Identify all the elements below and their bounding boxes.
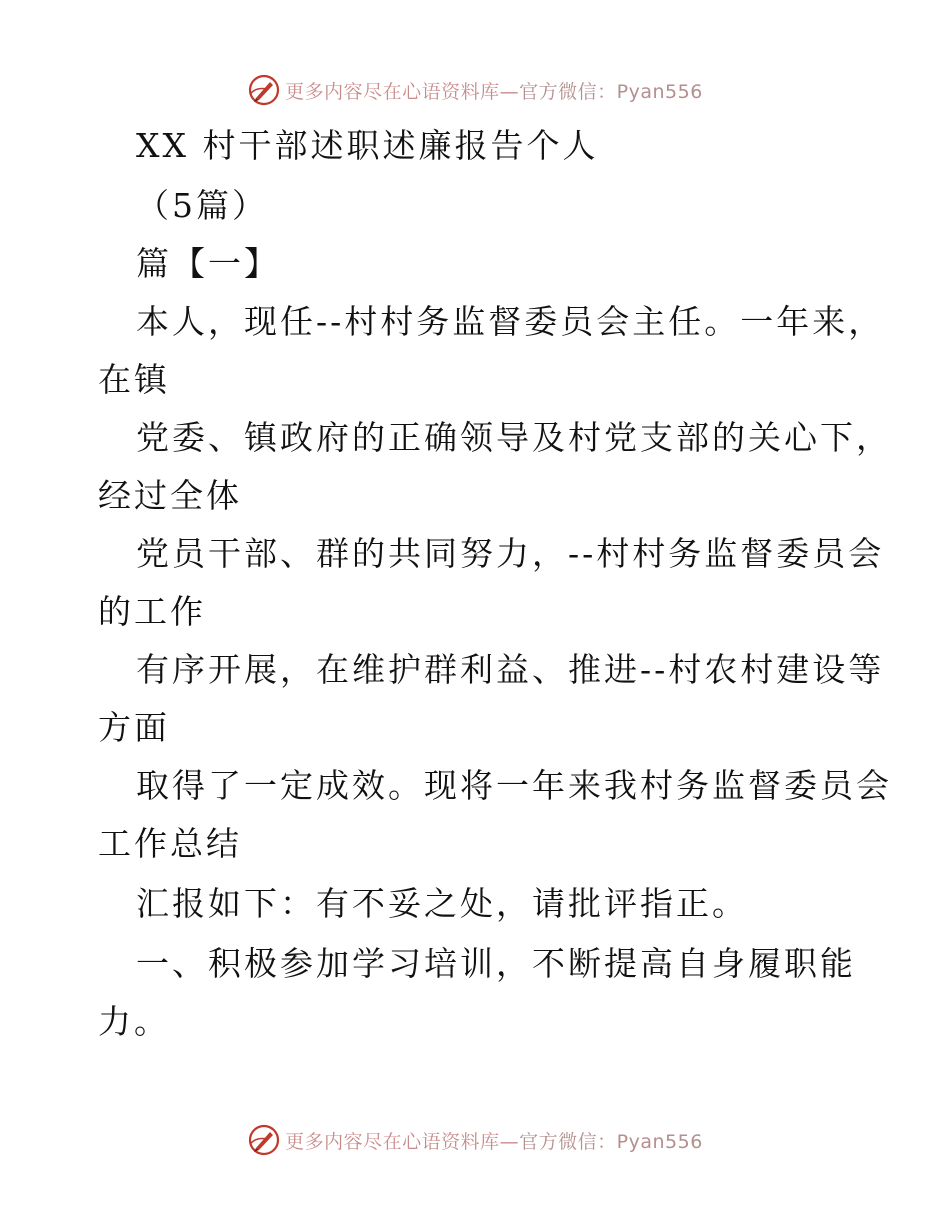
document-subtitle: （5篇） xyxy=(136,186,268,225)
paragraph-line: 汇报如下：有不妥之处，请批评指正。 xyxy=(136,884,748,923)
paragraph-line: 党委、镇政府的正确领导及村党支部的关心下， xyxy=(136,418,892,457)
header-watermark xyxy=(0,70,950,110)
watermark-wechat: 官方微信：Pyan556 xyxy=(519,80,703,103)
section-heading: 篇【一】 xyxy=(136,244,280,283)
paragraph-line: 在镇 xyxy=(98,360,170,399)
paragraph-line: 经过全体 xyxy=(98,476,242,515)
paragraph-line: 一、积极参加学习培训，不断提高自身履职能 xyxy=(136,944,856,983)
pen-logo-icon xyxy=(247,1123,281,1157)
watermark-text: 更多内容尽在心语资料库— xyxy=(285,1130,520,1153)
watermark-text: 更多内容尽在心语资料库— xyxy=(285,80,520,103)
document-title: XX 村干部述职述廉报告个人 xyxy=(136,126,599,165)
footer-watermark xyxy=(0,1120,950,1160)
pen-logo-icon xyxy=(247,73,281,107)
paragraph-line: 党员干部、群的共同努力，--村村务监督委员会 xyxy=(136,534,885,573)
paragraph-line: 取得了一定成效。现将一年来我村务监督委员会 xyxy=(136,766,892,805)
watermark-wechat: 官方微信：Pyan556 xyxy=(519,1130,703,1153)
paragraph-line: 工作总结 xyxy=(98,824,242,863)
paragraph-line: 本人，现任--村村务监督委员会主任。一年来， xyxy=(136,302,885,341)
paragraph-line: 有序开展，在维护群利益、推进--村农村建设等 xyxy=(136,650,885,689)
paragraph-line: 的工作 xyxy=(98,592,206,631)
paragraph-line: 方面 xyxy=(98,708,170,747)
paragraph-line: 力。 xyxy=(98,1002,170,1041)
